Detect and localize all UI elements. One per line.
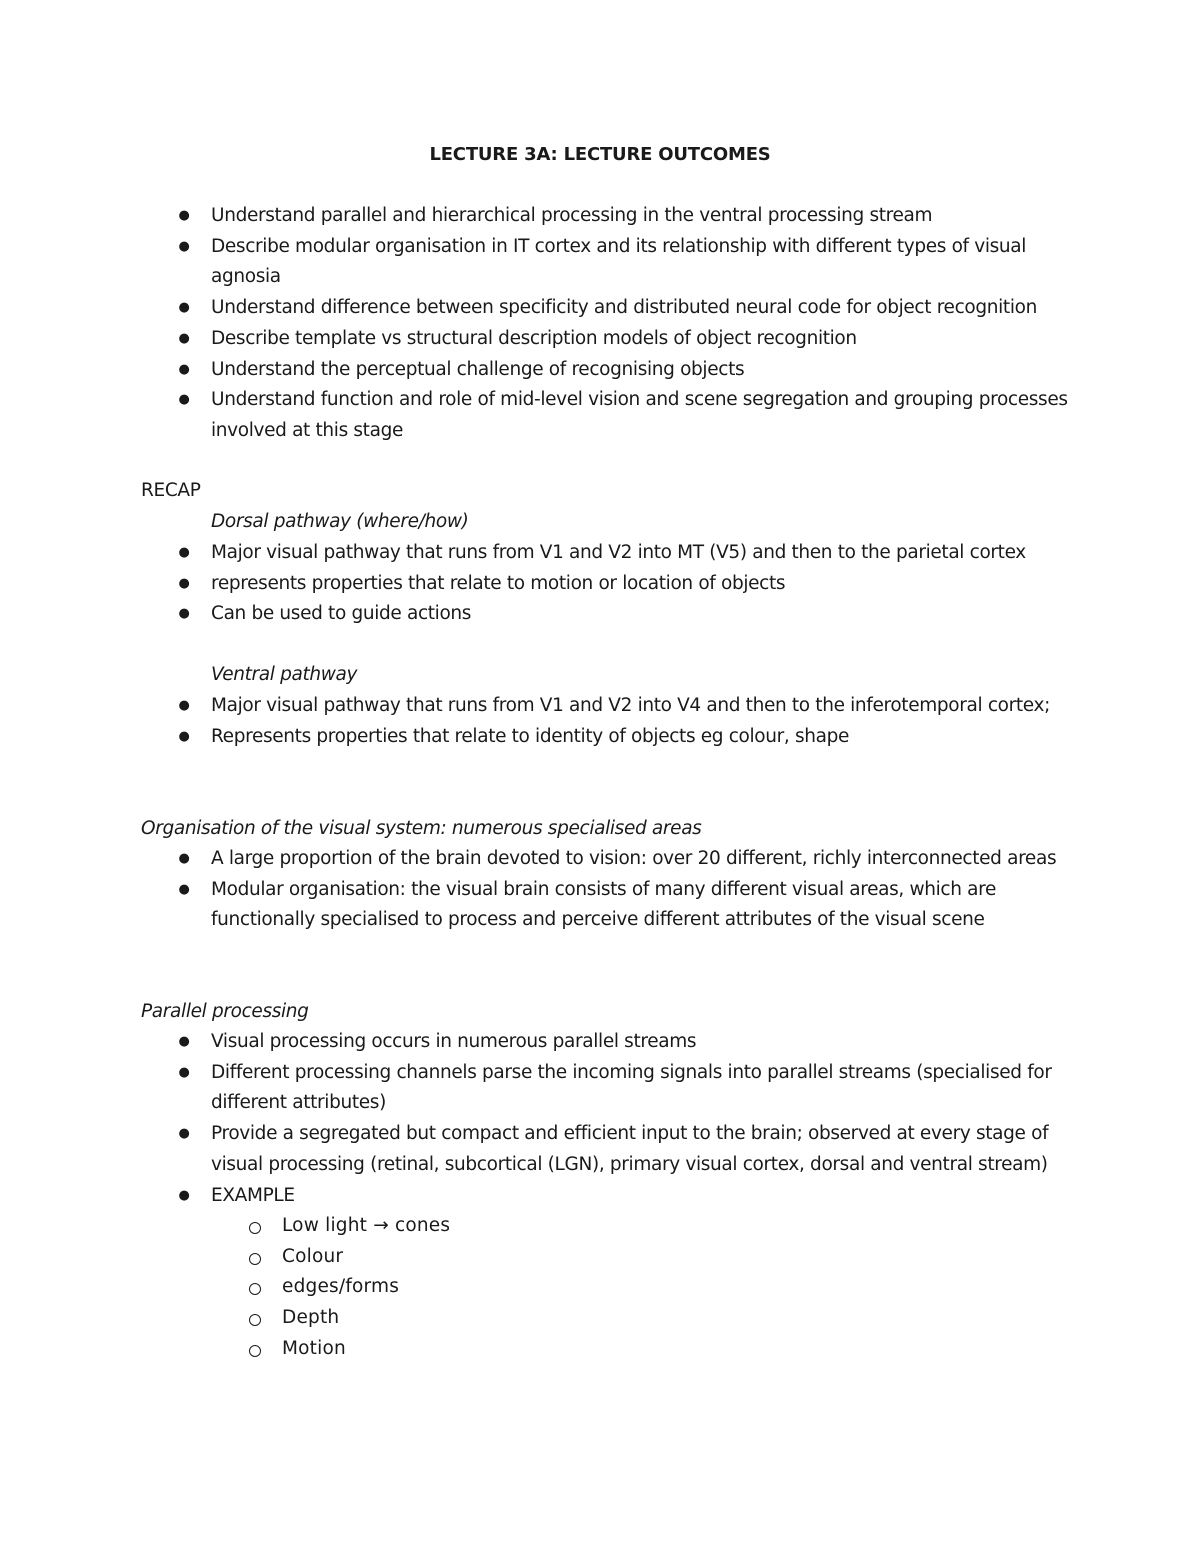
list-item: ● Describe template vs structural description models of object recognition [0,324,1071,355]
outcomes-list [0,201,1071,447]
bullet-icon [177,875,191,906]
list-item: ● Understand difference between specificity and distributed neural code for object recognition [0,293,1071,324]
bullet-icon [177,538,191,569]
parallel-processing-heading: Parallel processing [141,1001,309,1022]
bullet-icon [177,355,191,386]
bullet-icon [177,1181,191,1212]
sublist-item: Motion [0,1334,450,1365]
list-item: ● Major visual pathway that runs from V1 and V2 into V4 and then to the inferotemporal cortex; [0,691,1071,722]
bullet-icon [177,324,191,355]
ventral-pathway-heading: Ventral pathway [211,664,358,685]
bullet-icon [177,1027,191,1058]
hollow-bullet-icon [249,1314,261,1326]
dorsal-list [0,538,1071,630]
bullet-icon [177,569,191,600]
bullet-icon [177,385,191,416]
list-item: ● Major visual pathway that runs from V1 and V2 into MT (V5) and then to the parietal cortex [0,538,1071,569]
hollow-bullet-icon [249,1283,261,1295]
list-item: ● A large proportion of the brain devoted to vision: over 20 different, richly interconnected areas [0,844,1071,875]
list-item: ● Modular organisation: the visual brain consists of many different visual areas, which are functionally specialised to process and perceive different attributes of the visual scene [0,875,1071,936]
list-item: ● Provide a segregated but compact and efficient input to the brain; observed at every stage of visual processing (retinal, subcortical (LGN), primary visual cortex, dorsal and ventral stream) [0,1119,1071,1180]
list-item: ● Represents properties that relate to identity of objects eg colour, shape [0,722,1071,753]
bullet-icon [177,1058,191,1089]
list-item: ● EXAMPLE [0,1181,1071,1212]
list-item: ● Can be used to guide actions [0,599,1071,630]
bullet-icon [177,599,191,630]
bullet-icon [177,691,191,722]
bullet-icon [177,844,191,875]
recap-heading: RECAP [141,480,201,501]
list-item: ● Describe modular organisation in IT cortex and its relationship with different types of visual agnosia [0,232,1071,293]
bullet-icon [177,722,191,753]
hollow-bullet-icon [249,1253,261,1265]
bullet-icon [177,232,191,263]
page-title: LECTURE 3A: LECTURE OUTCOMES [429,144,771,165]
list-item: ● Visual processing occurs in numerous parallel streams [0,1027,1071,1058]
list-item: ● Understand the perceptual challenge of recognising objects [0,355,1071,386]
list-item: ● Understand parallel and hierarchical processing in the ventral processing stream [0,201,1071,232]
organisation-heading: Organisation of the visual system: numerous specialised areas [141,818,702,839]
hollow-bullet-icon [249,1345,261,1357]
sublist-item: Colour [0,1242,450,1273]
sublist-item: edges/forms [0,1272,450,1303]
example-sublist [0,1211,450,1365]
bullet-icon [177,201,191,232]
list-item: ● Understand function and role of mid-level vision and scene segregation and grouping processes involved at this stage [0,385,1071,446]
hollow-bullet-icon [249,1222,261,1234]
dorsal-pathway-heading: Dorsal pathway (where/how) [211,511,469,532]
list-item: ● represents properties that relate to motion or location of objects [0,569,1071,600]
list-item: ● Different processing channels parse the incoming signals into parallel streams (specialised for different attributes) [0,1058,1071,1119]
organisation-list [0,844,1071,936]
bullet-icon [177,293,191,324]
bullet-icon [177,1119,191,1150]
sublist-item: Depth [0,1303,450,1334]
sublist-item: Low light → cones [0,1211,450,1242]
parallel-list [0,1027,1071,1211]
ventral-list [0,691,1071,752]
